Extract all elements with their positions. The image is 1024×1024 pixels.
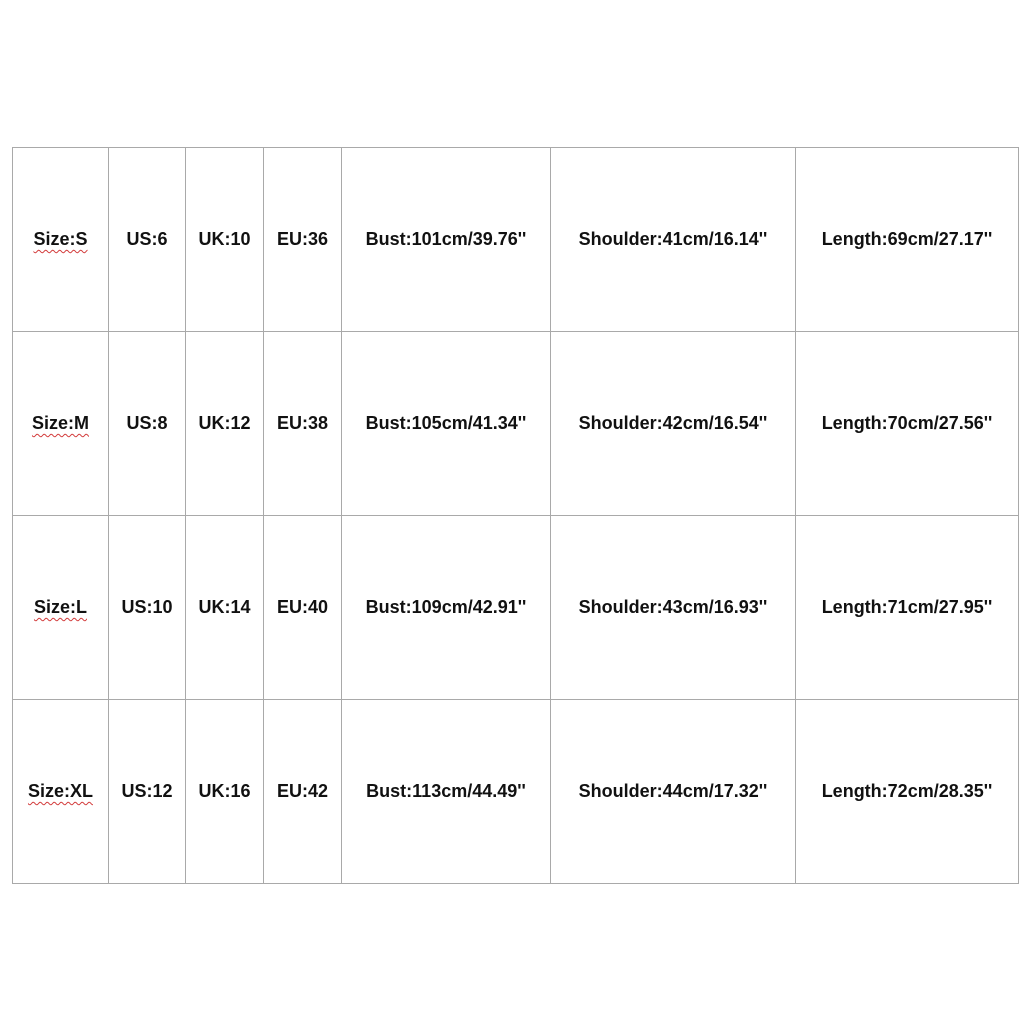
- uk-size-cell: UK:14: [186, 516, 264, 700]
- us-size-cell: US:10: [109, 516, 186, 700]
- table-row: [13, 332, 1019, 516]
- bust-cell: Bust:109cm/42.91'': [342, 516, 551, 700]
- eu-size-cell: EU:40: [264, 516, 342, 700]
- uk-size-cell: UK:10: [186, 148, 264, 332]
- size-label: Size:S: [33, 229, 88, 249]
- length-cell: Length:71cm/27.95'': [796, 516, 1019, 700]
- bust-cell: Bust:105cm/41.34'': [342, 332, 551, 516]
- size-cell: [13, 148, 109, 332]
- size-label: Size:XL: [27, 781, 93, 801]
- us-size-cell: US:6: [109, 148, 186, 332]
- size-chart-table: [12, 147, 1019, 884]
- eu-size-cell: EU:36: [264, 148, 342, 332]
- size-cell: [13, 516, 109, 700]
- uk-size-cell: UK:12: [186, 332, 264, 516]
- eu-size-cell: EU:38: [264, 332, 342, 516]
- size-label: Size:M: [31, 413, 89, 433]
- size-cell: [13, 700, 109, 884]
- table-row: [13, 148, 1019, 332]
- uk-size-cell: UK:16: [186, 700, 264, 884]
- table-row: [13, 700, 1019, 884]
- length-cell: Length:70cm/27.56'': [796, 332, 1019, 516]
- shoulder-cell: Shoulder:41cm/16.14'': [551, 148, 796, 332]
- length-cell: Length:69cm/27.17'': [796, 148, 1019, 332]
- shoulder-cell: Shoulder:43cm/16.93'': [551, 516, 796, 700]
- shoulder-cell: Shoulder:44cm/17.32'': [551, 700, 796, 884]
- shoulder-cell: Shoulder:42cm/16.54'': [551, 332, 796, 516]
- bust-cell: Bust:113cm/44.49'': [342, 700, 551, 884]
- table-row: [13, 516, 1019, 700]
- size-label: Size:L: [33, 597, 87, 617]
- us-size-cell: US:12: [109, 700, 186, 884]
- us-size-cell: US:8: [109, 332, 186, 516]
- eu-size-cell: EU:42: [264, 700, 342, 884]
- size-cell: [13, 332, 109, 516]
- length-cell: Length:72cm/28.35'': [796, 700, 1019, 884]
- bust-cell: Bust:101cm/39.76'': [342, 148, 551, 332]
